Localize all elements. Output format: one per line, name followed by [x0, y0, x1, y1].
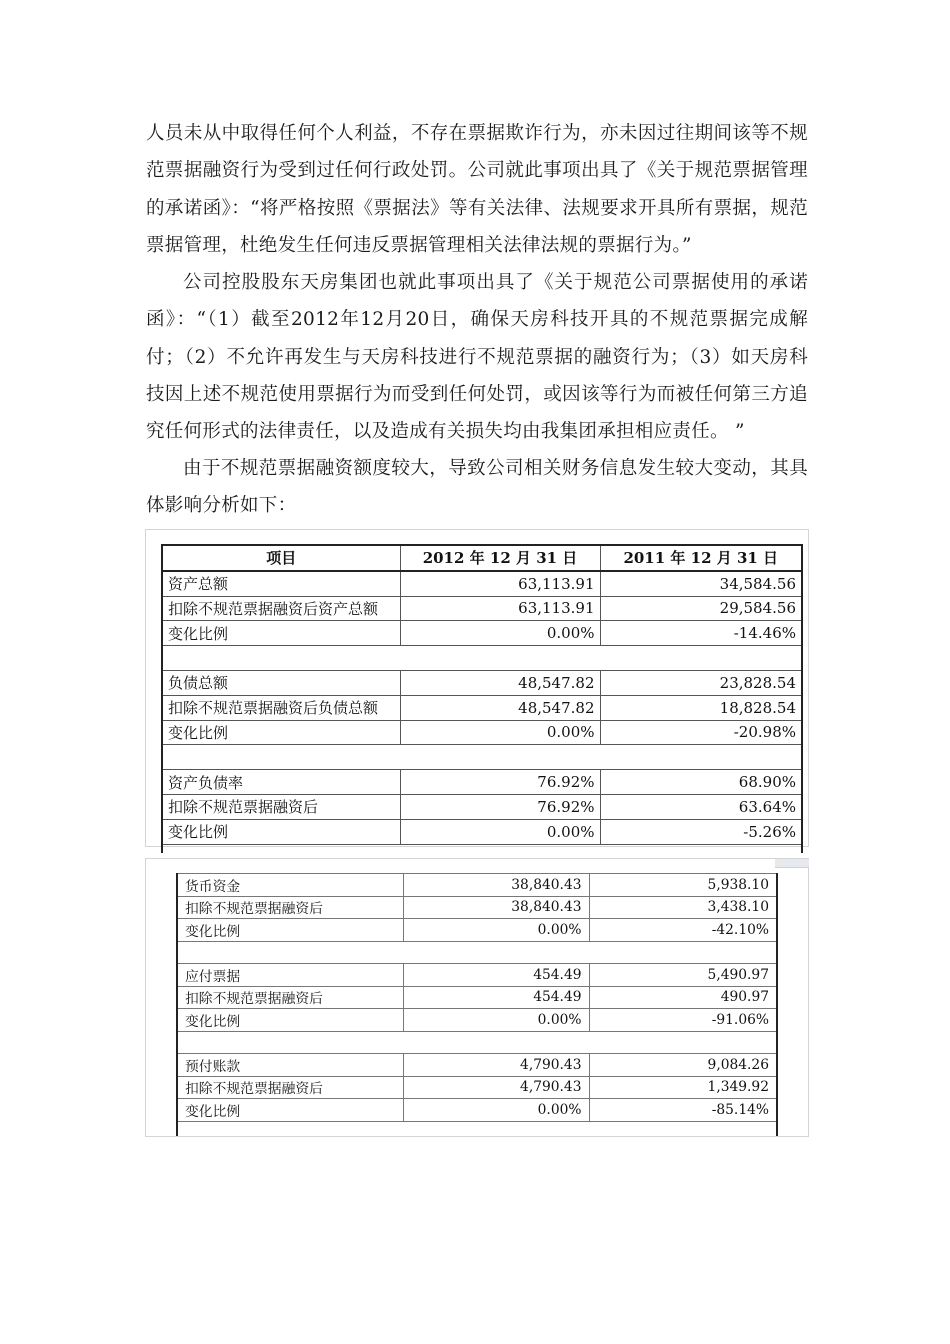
- value-2011: -20.98%: [600, 720, 802, 745]
- row-label: 变化比例: [162, 720, 400, 745]
- table-image-assets-liabilities: [145, 529, 809, 847]
- table-image-cash-payables: [145, 858, 809, 1137]
- table-spacer-row: [162, 745, 802, 770]
- value-2012: 38,840.43: [403, 896, 589, 919]
- value-2012: 76.92%: [400, 770, 600, 795]
- paragraph-controlling-shareholder: 公司控股股东天房集团也就此事项出具了《关于规范公司票据使用的承诺函》：“（1）截至2012年12月20日，确保天房科技开具的不规范票据完成解付；（2）不允许再发生与天房科技进行不规范票据的融资行为；（3）如天房科技因上述不规范使用票据行为而受到任何处罚，或因该等行为而被任何第三方追究任何形式的法律责任，以及造成有关损失均由我集团承担相应责任。 ”: [146, 272, 808, 443]
- table-row: [162, 670, 802, 695]
- value-2012: 48,547.82: [400, 695, 600, 720]
- table-row: [162, 596, 802, 621]
- value-2012: 4,790.43: [403, 1054, 589, 1077]
- table-row: [177, 964, 777, 987]
- table-row: [162, 695, 802, 720]
- header-2011: 2011 年 12 月 31 日: [600, 545, 802, 571]
- value-2012: 0.00%: [403, 1099, 589, 1122]
- table-row: [177, 986, 777, 1009]
- row-label: 货币资金: [177, 874, 403, 897]
- paragraph-commitment-letter: 人员未从中取得任何个人利益，不存在票据欺诈行为，亦未因过往期间该等不规范票据融资行为受到过任何行政处罚。公司就此事项出具了《关于规范票据管理的承诺函》：“将严格按照《票据法》等有关法律、法规要求开具所有票据，规范票据管理，杜绝发生任何违反票据管理相关法律法规的票据行为。”: [146, 123, 808, 256]
- row-label: 变化比例: [177, 919, 403, 942]
- value-2011: 490.97: [589, 986, 777, 1009]
- table-spacer-row: [177, 1121, 777, 1136]
- table-row: [162, 621, 802, 646]
- value-2012: 0.00%: [400, 819, 600, 844]
- table-row: [177, 896, 777, 919]
- value-2011: 29,584.56: [600, 596, 802, 621]
- header-2012: 2012 年 12 月 31 日: [400, 545, 600, 571]
- value-2011: -91.06%: [589, 1009, 777, 1032]
- value-2012: 0.00%: [403, 919, 589, 942]
- row-label: 扣除不规范票据融资后: [177, 896, 403, 919]
- value-2011: 18,828.54: [600, 695, 802, 720]
- value-2012: 0.00%: [400, 621, 600, 646]
- value-2011: 34,584.56: [600, 571, 802, 596]
- value-2011: 1,349.92: [589, 1076, 777, 1099]
- table-row: [177, 1054, 777, 1077]
- value-2012: 4,790.43: [403, 1076, 589, 1099]
- row-label: 资产负债率: [162, 770, 400, 795]
- scrollbar-stub: [775, 859, 809, 868]
- value-2012: 0.00%: [400, 720, 600, 745]
- table-row: [177, 919, 777, 942]
- value-2011: 3,438.10: [589, 896, 777, 919]
- table-row: [177, 1099, 777, 1122]
- value-2012: 38,840.43: [403, 874, 589, 897]
- row-label: 负债总额: [162, 670, 400, 695]
- value-2012: 48,547.82: [400, 670, 600, 695]
- table-row: [162, 571, 802, 596]
- value-2011: 5,938.10: [589, 874, 777, 897]
- row-label: 扣除不规范票据融资后: [162, 794, 400, 819]
- row-label: 变化比例: [177, 1099, 403, 1122]
- value-2011: -42.10%: [589, 919, 777, 942]
- value-2011: 9,084.26: [589, 1054, 777, 1077]
- value-2011: 5,490.97: [589, 964, 777, 987]
- financial-table-1: [161, 544, 803, 853]
- table-spacer-row: [177, 941, 777, 964]
- row-label: 扣除不规范票据融资后: [177, 1076, 403, 1099]
- table-row: [162, 819, 802, 844]
- row-label: 变化比例: [177, 1009, 403, 1032]
- row-label: 扣除不规范票据融资后资产总额: [162, 596, 400, 621]
- paragraph-impact-analysis: 由于不规范票据融资额度较大，导致公司相关财务信息发生较大变动，其具体影响分析如下：: [146, 458, 808, 517]
- row-label: 变化比例: [162, 819, 400, 844]
- value-2012: 0.00%: [403, 1009, 589, 1032]
- table-spacer-row: [177, 1031, 777, 1054]
- row-label: 扣除不规范票据融资后: [177, 986, 403, 1009]
- table-row: [162, 720, 802, 745]
- row-label: 应付票据: [177, 964, 403, 987]
- row-label: 变化比例: [162, 621, 400, 646]
- value-2011: 63.64%: [600, 794, 802, 819]
- table-row: [177, 1009, 777, 1032]
- value-2012: 63,113.91: [400, 596, 600, 621]
- row-label: 预付账款: [177, 1054, 403, 1077]
- table-row: [177, 874, 777, 897]
- table-header-row: [162, 545, 802, 571]
- value-2011: -85.14%: [589, 1099, 777, 1122]
- value-2012: 454.49: [403, 964, 589, 987]
- financial-table-2: [176, 873, 778, 1136]
- table-row: [162, 770, 802, 795]
- row-label: 资产总额: [162, 571, 400, 596]
- table-spacer-row: [162, 646, 802, 671]
- table-spacer-row: [162, 844, 802, 853]
- value-2012: 76.92%: [400, 794, 600, 819]
- value-2011: -5.26%: [600, 819, 802, 844]
- header-item: 项目: [162, 545, 400, 571]
- table-row: [177, 1076, 777, 1099]
- value-2011: -14.46%: [600, 621, 802, 646]
- table-row: [162, 794, 802, 819]
- row-label: 扣除不规范票据融资后负债总额: [162, 695, 400, 720]
- value-2012: 454.49: [403, 986, 589, 1009]
- value-2011: 23,828.54: [600, 670, 802, 695]
- value-2011: 68.90%: [600, 770, 802, 795]
- value-2012: 63,113.91: [400, 571, 600, 596]
